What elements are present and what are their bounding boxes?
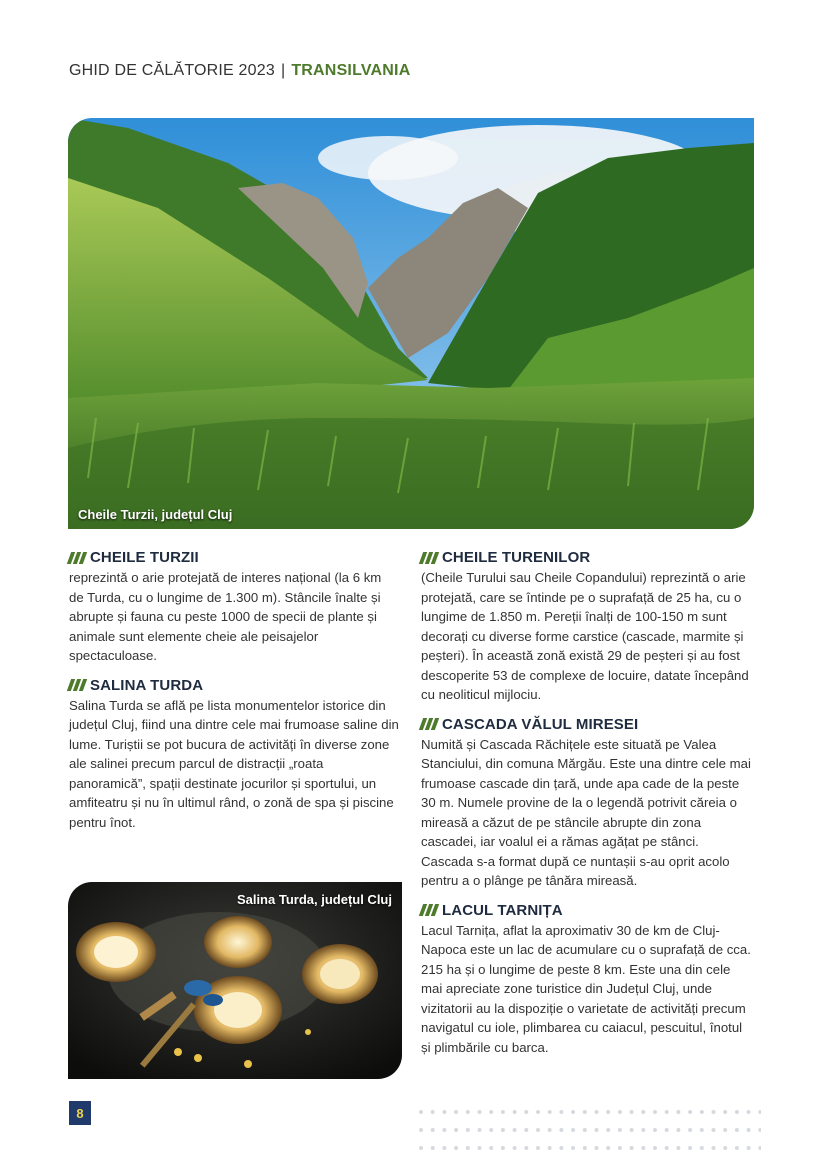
decor-dot xyxy=(524,1146,528,1150)
decor-dot xyxy=(747,1128,751,1132)
left-column xyxy=(69,548,399,842)
decor-dot xyxy=(758,1128,761,1132)
decor-dot xyxy=(688,1110,692,1114)
decor-dot xyxy=(653,1128,657,1132)
heading-text: SALINA TURDA xyxy=(90,676,204,694)
decor-dot xyxy=(489,1128,493,1132)
decor-dot xyxy=(758,1110,761,1114)
decor-dot xyxy=(618,1128,622,1132)
decor-dot xyxy=(595,1110,599,1114)
section-salina-turda xyxy=(69,676,399,833)
decor-dot xyxy=(419,1128,423,1132)
guide-title: GHID DE CĂLĂTORIE 2023 xyxy=(69,62,275,79)
decor-dot xyxy=(466,1146,470,1150)
section-heading xyxy=(421,548,751,567)
decor-dot xyxy=(466,1110,470,1114)
heading-text: CHEILE TURZII xyxy=(90,549,199,566)
decor-dot xyxy=(641,1128,645,1132)
decor-dot xyxy=(454,1128,458,1132)
decor-dot xyxy=(676,1146,680,1150)
decor-dot xyxy=(630,1110,634,1114)
decor-dot xyxy=(571,1146,575,1150)
section-body: Lacul Tarnița, aflat la aproximativ 30 de km de Cluj-Napoca este un lac de acumulare cu o suprafață de cca. 215 ha și o lungime de peste 8 km. Este una din cele mai apreciate zone turistice din Județul Cluj, unde vizitatorii au la dispoziție o varietate de activități precum navigatul cu iole, plimbarea cu caiacul, pescuitul, înotul și plimbările cu barca. xyxy=(421,922,751,1055)
decor-dot xyxy=(712,1128,716,1132)
header-separator: | xyxy=(280,62,286,79)
decor-dot xyxy=(442,1128,446,1132)
hero-caption: Cheile Turzii, județul Cluj xyxy=(78,507,233,522)
decor-dot xyxy=(501,1110,505,1114)
decor-dot xyxy=(524,1110,528,1114)
decor-dot xyxy=(571,1110,575,1114)
decor-dot xyxy=(665,1146,669,1150)
decor-dot xyxy=(559,1146,563,1150)
decor-dot xyxy=(583,1146,587,1150)
section-heading xyxy=(421,901,751,920)
section-body: (Cheile Turului sau Cheile Copandului) reprezintă o arie protejată, care se întinde pe o suprafață de 25 ha, cu o lungime de 1.850 m. Pereții înalți de 100-150 m sunt decorați cu diverse forme carstice (cascade, marmite și peșteri). În această zonă există 29 de peșteri și au fost descoperite 53 de complexe de locuire, datate începând cu neoliticul mijlociu. xyxy=(421,570,749,702)
decor-dot xyxy=(548,1110,552,1114)
decor-dot xyxy=(641,1110,645,1114)
decor-dot xyxy=(688,1146,692,1150)
heading-text: LACUL TARNIȚA xyxy=(442,901,563,919)
decor-dot xyxy=(536,1146,540,1150)
salt-mine-image xyxy=(68,882,402,1079)
decor-dot xyxy=(735,1128,739,1132)
decor-dot xyxy=(606,1146,610,1150)
decor-dot xyxy=(501,1146,505,1150)
salina-caption: Salina Turda, județul Cluj xyxy=(236,892,392,907)
decor-dot xyxy=(431,1128,435,1132)
decor-dot xyxy=(442,1146,446,1150)
decor-dot xyxy=(606,1128,610,1132)
decor-dot xyxy=(489,1110,493,1114)
decor-dot xyxy=(653,1146,657,1150)
decor-dot xyxy=(665,1128,669,1132)
section-heading xyxy=(421,715,751,734)
dot-grid-decoration xyxy=(419,1110,761,1156)
decor-dot xyxy=(606,1110,610,1114)
decor-dot xyxy=(489,1146,493,1150)
decor-dot xyxy=(676,1128,680,1132)
decor-dot xyxy=(536,1110,540,1114)
gorge-landscape-image xyxy=(68,118,754,529)
decor-dot xyxy=(700,1110,704,1114)
decor-dot xyxy=(653,1110,657,1114)
slashes-icon xyxy=(421,552,437,564)
decor-dot xyxy=(723,1146,727,1150)
decor-dot xyxy=(431,1110,435,1114)
section-body: Numită și Cascada Răchițele este situată pe Valea Stanciului, din comuna Mărgău. Este una dintre cele mai frumoase cascade din țară, unde apa cade de la peste 30 m. Numele provine de la o legendă potrivit căreia o mireasă a căzut de pe stâncile abrupte din zona cascadei, iar voalul ei a rămas agățat pe stânci. Cascada s-a format după ce nuntașii s-au oprit acolo pentru a o plânge pe tânăra mireasă. xyxy=(421,736,751,888)
slashes-icon xyxy=(421,718,437,730)
section-cascada-valul-miresei xyxy=(421,715,751,891)
decor-dot xyxy=(747,1110,751,1114)
running-header xyxy=(69,62,410,80)
decor-dot xyxy=(595,1146,599,1150)
decor-dot xyxy=(618,1146,622,1150)
decor-dot xyxy=(478,1146,482,1150)
decor-dot xyxy=(419,1110,423,1114)
decor-dot xyxy=(735,1146,739,1150)
section-lacul-tarnita xyxy=(421,901,751,1058)
decor-dot xyxy=(758,1146,761,1150)
decor-dot xyxy=(735,1110,739,1114)
decor-dot xyxy=(559,1128,563,1132)
decor-dot xyxy=(676,1110,680,1114)
slashes-icon xyxy=(421,904,437,916)
right-column xyxy=(421,548,751,1067)
decor-dot xyxy=(454,1146,458,1150)
decor-dot xyxy=(431,1146,435,1150)
decor-dot xyxy=(524,1128,528,1132)
decor-dot xyxy=(618,1110,622,1114)
decor-dot xyxy=(712,1146,716,1150)
decor-dot xyxy=(548,1146,552,1150)
decor-dot xyxy=(478,1128,482,1132)
decor-dot xyxy=(641,1146,645,1150)
page-number: 8 xyxy=(69,1101,91,1125)
decor-dot xyxy=(466,1128,470,1132)
decor-dot xyxy=(712,1110,716,1114)
slashes-icon xyxy=(69,552,85,564)
hero-photo-cheile-turzii xyxy=(68,118,754,529)
decor-dot xyxy=(442,1110,446,1114)
region-title: TRANSILVANIA xyxy=(291,62,411,79)
decor-dot xyxy=(583,1110,587,1114)
decor-dot xyxy=(700,1128,704,1132)
decor-dot xyxy=(478,1110,482,1114)
section-cheile-turzii xyxy=(69,548,399,666)
decor-dot xyxy=(583,1128,587,1132)
salina-turda-photo xyxy=(68,882,402,1079)
decor-dot xyxy=(747,1146,751,1150)
decor-dot xyxy=(723,1128,727,1132)
section-heading xyxy=(69,548,399,567)
decor-dot xyxy=(501,1128,505,1132)
decor-dot xyxy=(419,1146,423,1150)
decor-dot xyxy=(630,1146,634,1150)
decor-dot xyxy=(513,1110,517,1114)
decor-dot xyxy=(571,1128,575,1132)
decor-dot xyxy=(454,1110,458,1114)
decor-dot xyxy=(665,1110,669,1114)
heading-text: CHEILE TURENILOR xyxy=(442,549,591,566)
decor-dot xyxy=(548,1128,552,1132)
decor-dot xyxy=(513,1128,517,1132)
decor-dot xyxy=(723,1110,727,1114)
section-cheile-turenilor xyxy=(421,548,751,705)
decor-dot xyxy=(700,1146,704,1150)
section-body: Salina Turda se află pe lista monumentelor istorice din județul Cluj, fiind una dintre cele mai frumoase saline din lume. Turiștii se pot bucura de activități în diverse zone ale salinei precum parcul de distracții „roata panoramică”, spații destinate jocurilor și sportului, un amfiteatru și nu în ultimul rând, o zonă de spa și piscine pentru înot. xyxy=(69,697,399,830)
decor-dot xyxy=(595,1128,599,1132)
decor-dot xyxy=(688,1128,692,1132)
heading-text: CASCADA VĂLUL MIRESEI xyxy=(442,715,639,733)
decor-dot xyxy=(536,1128,540,1132)
decor-dot xyxy=(513,1146,517,1150)
decor-dot xyxy=(559,1110,563,1114)
slashes-icon xyxy=(69,679,85,691)
section-body: reprezintă o arie protejată de interes național (la 6 km de Turda, cu o lungime de 1.300 m). Stâncile înalte și abrupte și fauna cu peste 1000 de specii de plante și animale sunt elemente cheie ale peisajelor spectaculoase. xyxy=(69,570,382,663)
decor-dot xyxy=(630,1128,634,1132)
section-heading xyxy=(69,676,399,695)
